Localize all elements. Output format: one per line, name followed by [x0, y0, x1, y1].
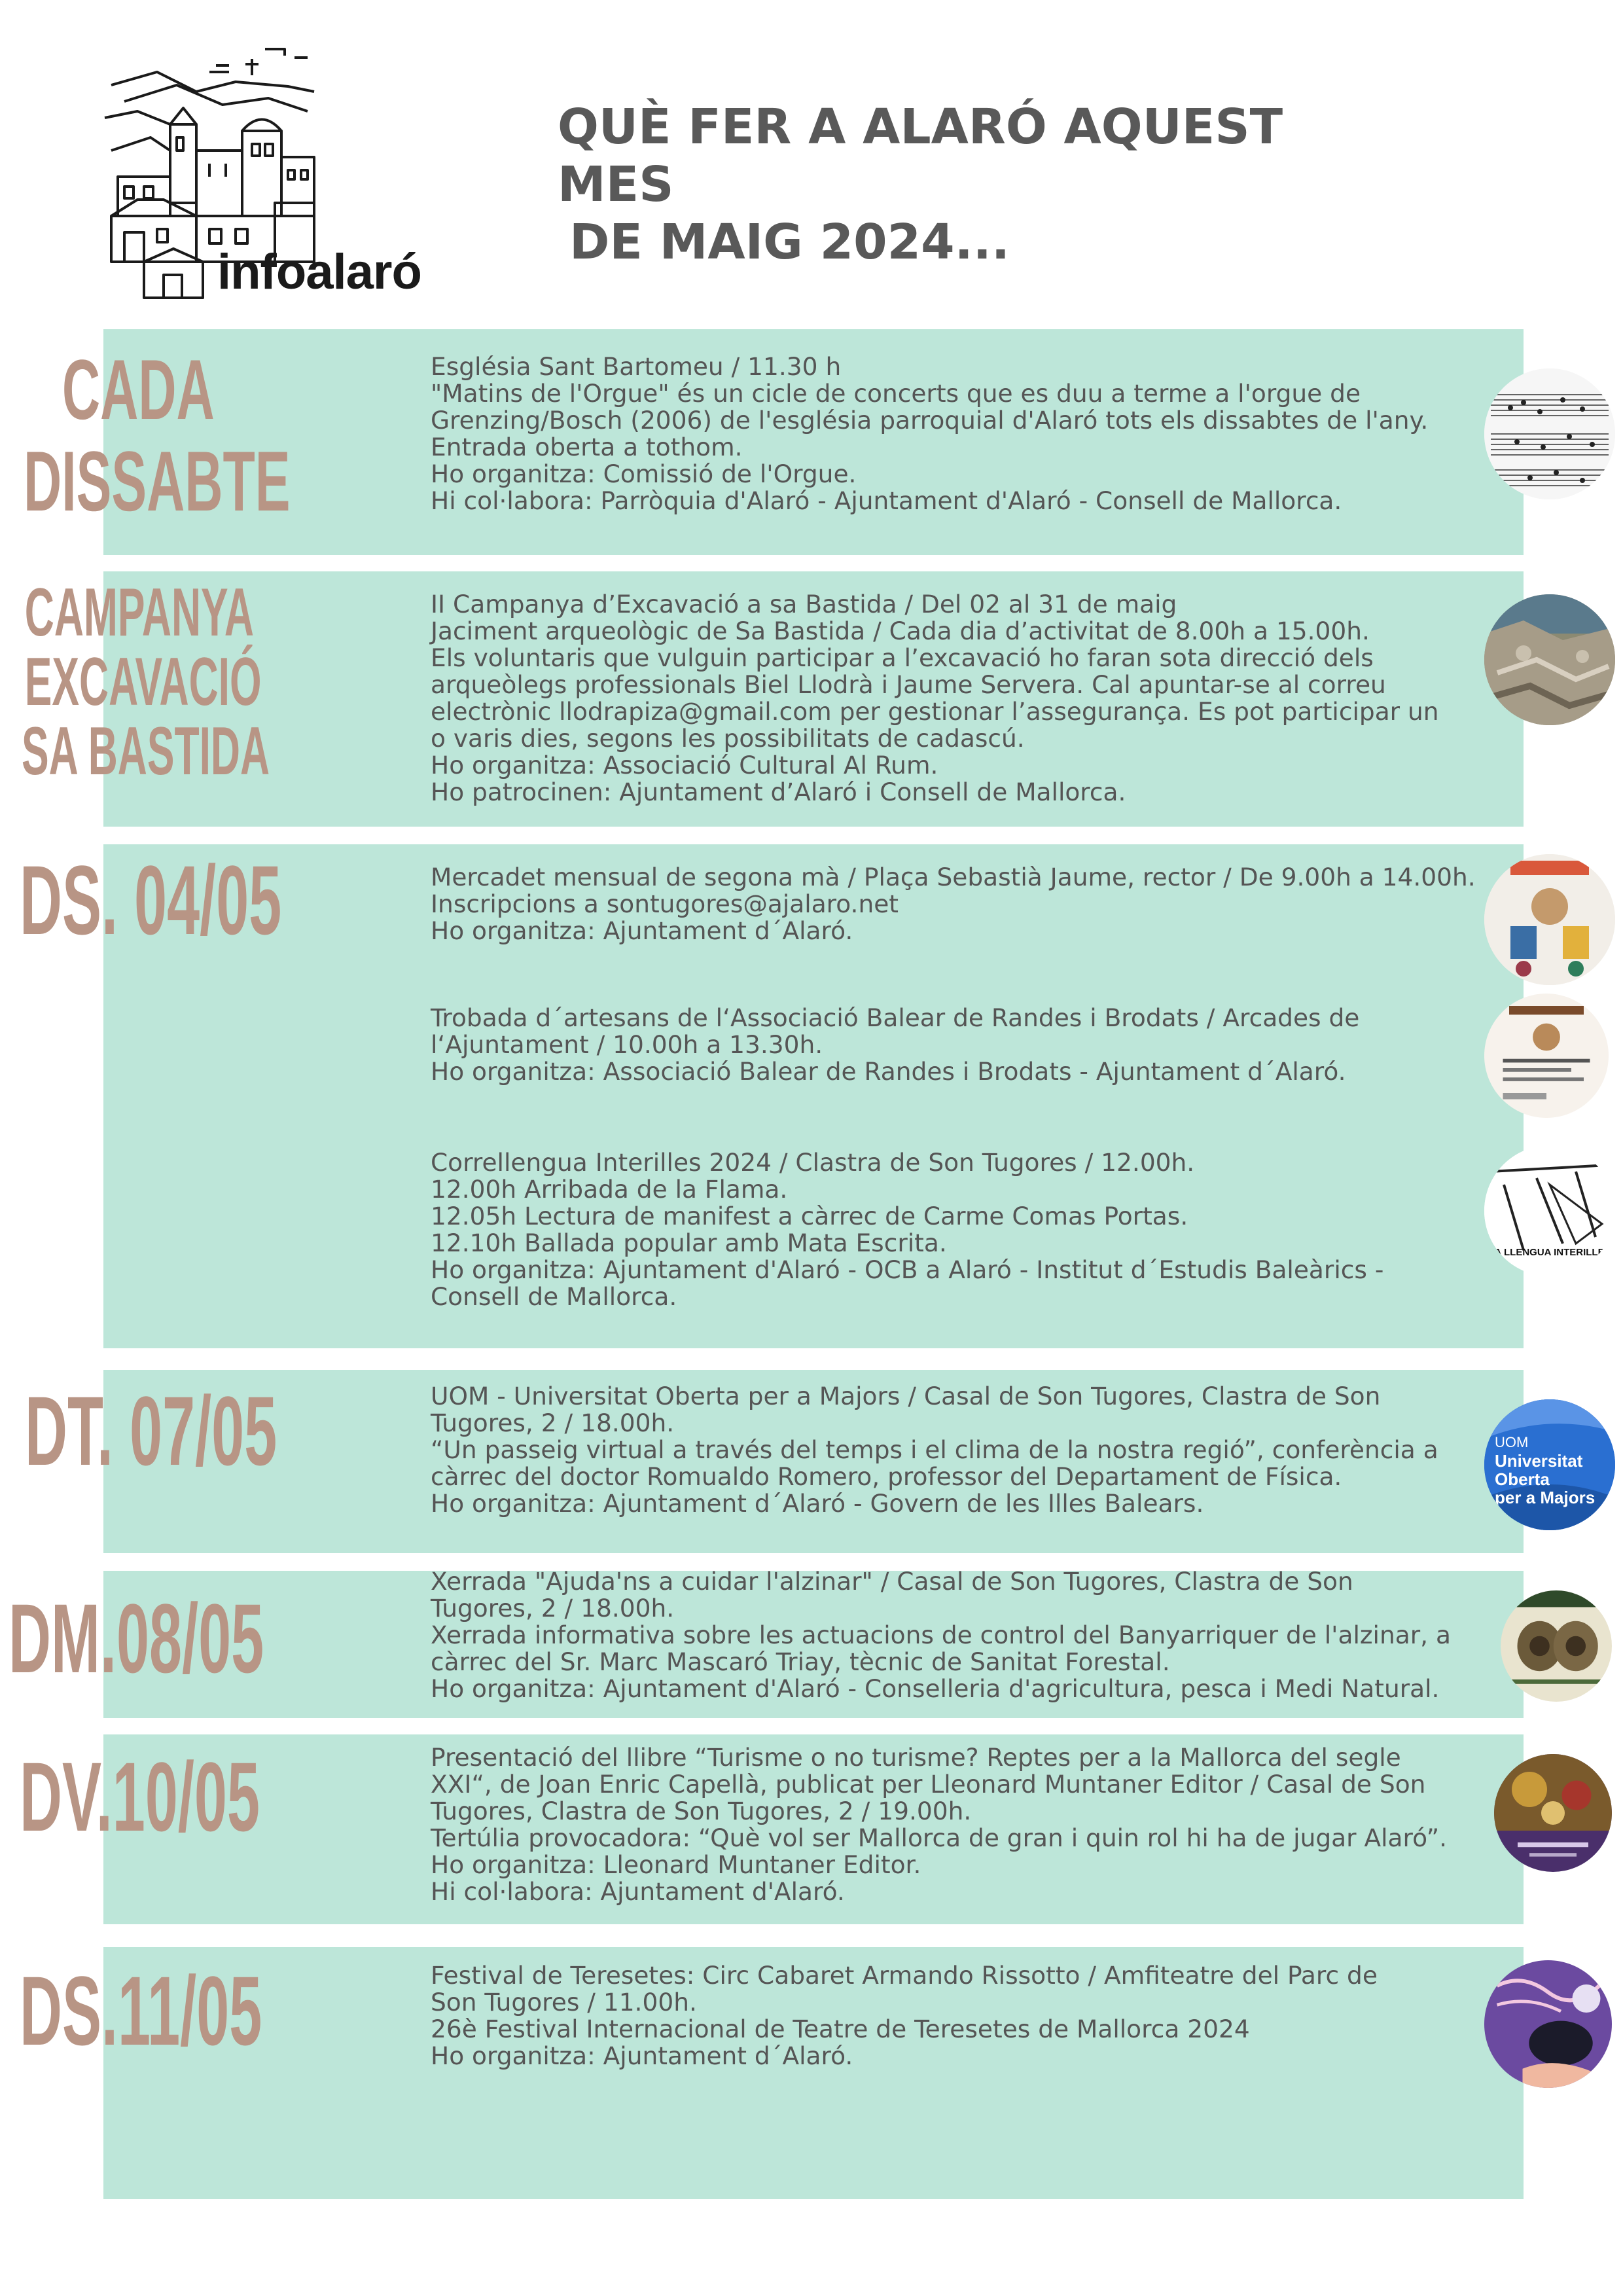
text-line: o varis dies, segons les possibilitats de cadascú. [431, 724, 1025, 753]
uom-line: per a Majors [1495, 1488, 1596, 1507]
text-line: Xerrada "Ajuda'ns a cuidar l'alzinar" / Casal de Son Tugores, Clastra de Son [431, 1567, 1353, 1596]
title-line-1: QUÈ FER A ALARÓ AQUEST MES [558, 99, 1283, 213]
correllengua-poster-text: LA LLENGUA INTERILLES [1488, 1247, 1611, 1258]
text-line: Grenzing/Bosch (2006) de l'església parroquial d'Alaró tots els dissabtes de l'any. [431, 406, 1429, 435]
text-line: II Campanya d’Excavació a sa Bastida / Del 02 al 31 de maig [431, 590, 1177, 619]
text-line: Tertúlia provocadora: “Què vol ser Mallorca de gran i quin rol hi ha de jugar Alaró”. [431, 1823, 1448, 1852]
text-line: Inscripcions a sontugores@ajalaro.net [431, 889, 899, 918]
label-line: CAMPANYA [24, 575, 254, 651]
uom-line: Oberta [1495, 1469, 1550, 1489]
event-date-label [25, 1376, 277, 1486]
text-line: 26è Festival Internacional de Teatre de Teresetes de Mallorca 2024 [431, 2015, 1250, 2043]
beetle-poster-icon [1501, 1590, 1612, 1702]
label-line: DM.08/05 [9, 1583, 264, 1693]
text-line: 12.05h Lectura de manifest a càrrec de Carme Comas Portas. [431, 1202, 1188, 1230]
title-line-2: DE MAIG 2024... [569, 214, 1010, 270]
logo-wordmark: infoalaró [217, 244, 421, 300]
event-description [431, 1962, 1484, 2070]
correllengua-poster-icon [1484, 1145, 1615, 1276]
event-date-label [20, 845, 282, 955]
text-line: Trobada d´artesans de l‘Associació Balear de Randes i Brodats / Arcades de [431, 1003, 1360, 1032]
event-card-ds-04-05 [20, 844, 1611, 1348]
event-description-artesans [431, 1005, 1484, 1085]
event-date-label [20, 1742, 260, 1852]
page-title [558, 98, 1408, 271]
text-line: Ho organitza: Associació Balear de Randes i Brodats - Ajuntament d´Alaró. [431, 1057, 1346, 1086]
text-line: “Un passeig virtual a través del temps i el clima de la nostra regió”, conferència a [431, 1435, 1438, 1464]
text-line: Ho patrocinen: Ajuntament d’Alaró i Consell de Mallorca. [431, 778, 1126, 806]
text-line: Mercadet mensual de segona mà / Plaça Sebastià Jaume, rector / De 9.00h a 14.00h. [431, 863, 1476, 891]
text-line: XXI“, de Joan Enric Capellà, publicat per Lleonard Muntaner Editor / Casal de Son [431, 1770, 1426, 1799]
event-card-ds-11-05 [20, 1947, 1524, 2199]
craft-poster-image [1484, 994, 1609, 1118]
sheet-music-image [1484, 368, 1615, 499]
puppet-festival-poster-image [1484, 1960, 1612, 2088]
text-line: Tugores, 2 / 18.00h. [431, 1594, 675, 1623]
puppet-festival-poster-icon [1484, 1960, 1612, 2088]
label-line: EXCAVACIÓ [24, 644, 262, 720]
text-line: Església Sant Bartomeu / 11.30 h [431, 352, 842, 381]
label-line: DV.10/05 [20, 1742, 260, 1852]
event-date-label [20, 1956, 262, 2066]
book-cover-icon [1494, 1754, 1612, 1872]
event-description-correllengua [431, 1149, 1484, 1310]
text-line: Jaciment arqueològic de Sa Bastida / Cada dia d’activitat de 8.00h a 15.00h. [431, 617, 1370, 645]
text-line: Ho organitza: Comissió de l'Orgue. [431, 459, 857, 488]
event-date-label [22, 575, 270, 789]
text-line: Ho organitza: Associació Cultural Al Rum. [431, 751, 938, 780]
text-line: arqueòlegs professionals Biel Llodrà i Jaume Servera. Cal apuntar-se al correu [431, 670, 1386, 699]
text-line: Entrada oberta a tothom. [431, 433, 743, 461]
uom-logo-icon [1484, 1399, 1615, 1530]
event-description [431, 1383, 1484, 1517]
event-card-dt-07-05 [25, 1370, 1596, 1553]
text-line: Els voluntaris que vulguin participar a l’excavació ho faran sota direcció dels [431, 643, 1374, 672]
book-cover-image [1494, 1754, 1612, 1872]
event-card-cada-dissabte [24, 329, 1524, 555]
text-line: Tugores, Clastra de Son Tugores, 2 / 19.00h. [431, 1797, 972, 1825]
label-line: DISSABTE [24, 433, 291, 529]
rock-wall-icon [1484, 594, 1615, 725]
uom-line: UOM [1495, 1434, 1529, 1450]
text-line: càrrec del doctor Romualdo Romero, professor del Departament de Física. [431, 1462, 1342, 1491]
uom-line: Universitat [1495, 1451, 1583, 1471]
craft-poster-icon [1484, 994, 1609, 1118]
market-poster-image [1484, 854, 1615, 985]
text-line: Ho organitza: Ajuntament d'Alaró - OCB a Alaró - Institut d´Estudis Baleàrics - [431, 1255, 1384, 1284]
text-line: càrrec del Sr. Marc Mascaró Triay, tècnic de Sanitat Forestal. [431, 1647, 1170, 1676]
text-line: Hi col·labora: Parròquia d'Alaró - Ajuntament d'Alaró - Consell de Mallorca. [431, 486, 1342, 515]
text-line: UOM - Universitat Oberta per a Majors / Casal de Son Tugores, Clastra de Son [431, 1382, 1381, 1410]
text-line: Ho organitza: Lleonard Muntaner Editor. [431, 1850, 921, 1879]
uom-logo-text [1495, 1433, 1595, 1507]
event-description-mercadet [431, 864, 1484, 944]
text-line: Ho organitza: Ajuntament d´Alaró. [431, 2041, 853, 2070]
label-line: DS.11/05 [20, 1956, 262, 2066]
text-line: 12.00h Arribada de la Flama. [431, 1175, 788, 1204]
correllengua-poster-image [1484, 1145, 1615, 1276]
text-line: Ho organitza: Ajuntament d'Alaró - Conselleria d'agricultura, pesca i Medi Natural. [431, 1674, 1440, 1703]
label-line: SA BASTIDA [22, 713, 270, 789]
event-date-label [9, 1583, 264, 1693]
event-description [431, 1568, 1484, 1702]
event-card-excavacio [22, 571, 1524, 827]
event-description [431, 1744, 1484, 1905]
label-line: DT. 07/05 [25, 1376, 277, 1486]
event-date-label [24, 344, 291, 527]
text-line: Consell de Mallorca. [431, 1282, 677, 1311]
beetle-poster-image [1501, 1590, 1612, 1702]
infoalaro-logo [98, 46, 452, 308]
event-card-dv-10-05 [20, 1734, 1524, 1924]
text-line: Presentació del llibre “Turisme o no turisme? Reptes per a la Mallorca del segle [431, 1743, 1401, 1772]
text-line: Correllengua Interilles 2024 / Clastra de Son Tugores / 12.00h. [431, 1148, 1195, 1177]
event-description [431, 591, 1484, 806]
text-line: electrònic llodrapiza@gmail.com per gestionar l’assegurança. Es pot participar un [431, 697, 1439, 726]
text-line: Festival de Teresetes: Circ Cabaret Armando Rissotto / Amfiteatre del Parc de [431, 1961, 1378, 1990]
event-card-dm-08-05 [9, 1567, 1524, 1718]
text-line: Xerrada informativa sobre les actuacions de control del Banyarriquer de l'alzinar, a [431, 1621, 1451, 1649]
event-description [431, 353, 1484, 514]
sheet-music-icon [1484, 368, 1615, 499]
label-line: DS. 04/05 [20, 845, 282, 955]
label-line: CADA [62, 342, 215, 437]
text-line: Ho organitza: Ajuntament d´Alaró - Govern de les Illes Balears. [431, 1489, 1204, 1518]
market-poster-icon [1484, 854, 1615, 985]
text-line: l‘Ajuntament / 10.00h a 13.30h. [431, 1030, 823, 1059]
text-line: Ho organitza: Ajuntament d´Alaró. [431, 916, 853, 945]
text-line: Tugores, 2 / 18.00h. [431, 1408, 675, 1437]
excavation-photo [1484, 594, 1615, 725]
text-line: Hi col·labora: Ajuntament d'Alaró. [431, 1877, 845, 1906]
text-line: "Matins de l'Orgue" és un cicle de concerts que es duu a terme a l'orgue de [431, 379, 1361, 408]
text-line: 12.10h Ballada popular amb Mata Escrita. [431, 1229, 947, 1257]
text-line: Son Tugores / 11.00h. [431, 1988, 697, 2017]
